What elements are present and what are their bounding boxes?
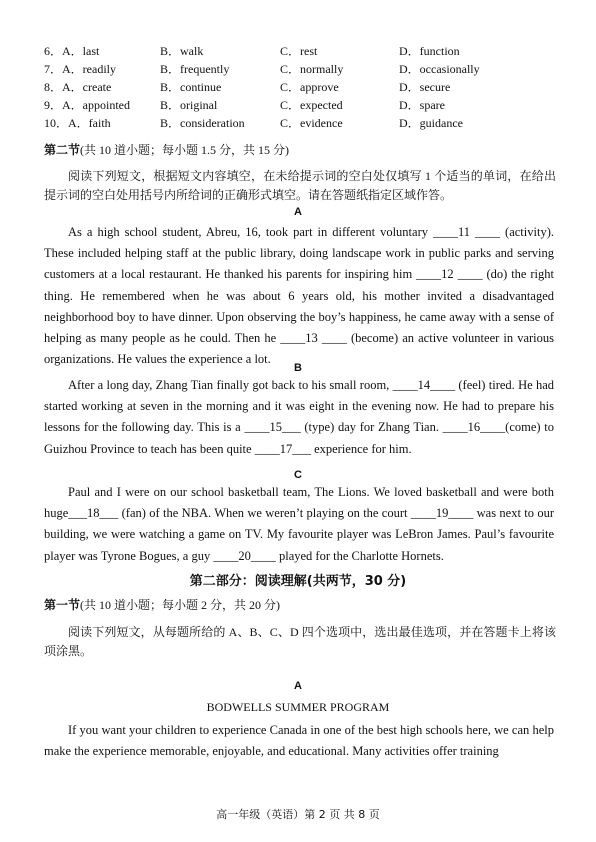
option-b: B．walk [160,44,204,58]
option-a: A．last [62,44,100,58]
option-c: C．evidence [280,116,343,130]
question-number: 10． [44,116,69,130]
option-d: D．secure [399,80,451,94]
section-scoring: (共 10 道小题；每小题 1.5 分，共 15 分) [80,143,290,157]
section-scoring: (共 10 道小题；每小题 2 分，共 20 分) [80,598,281,612]
passage-letter: C [294,469,302,481]
passage-c-text: Paul and I were on our school basketball team, The Lions. We loved basketball and were both huge___18___ (fan) of the NBA. When we weren’t playing on the court ____19____ was next to our building, we were watching a game on TV. My favourite player was LeBron James. Paul’s favourite player was Tyrone Bogues, a guy ____20____ played for the Charlotte Hornets. [44,485,554,563]
option-c: C．rest [280,44,318,58]
option-d: D．guidance [399,116,463,130]
reading-a-text: If you want your children to experience Canada in one of the best high schools here, we can help make the experience memorable, enjoyable, and educational. Many activities offer training [44,723,554,759]
passage-b-text: After a long day, Zhang Tian finally got back to his small room, ____14____ (feel) tired. He had started working at seven in the morning and it was eight in the evening now. He had to prepare his lessons for the following day. This is a ____15___ (type) day for Zhang Tian. ____16____(come) to Guizhou Province to teach has been quite ____17___ experience for him. [44,378,554,456]
option-row [44,114,564,132]
passage-a-text: As a high school student, Abreu, 16, took part in different voluntary ____11 ____ (activity). These included helping staff at the public library, doing landscape work in public parks and serving customers at a local restaurant. He thanked his parents for inspiring him ____12 ____ (do) the right thing. He remembered when he was about 6 years old, his mother invited a disadvantaged neighborhood boy to have dinner. Upon observing the boy’s happiness, he came away with a sense of helping as many people as he could. Then he ____13 ____ (become) an active volunteer in various organizations. He values the experience a lot. [44,225,554,367]
question-number: 9． [44,98,63,112]
option-a: A．faith [68,116,111,130]
option-a: A．appointed [62,98,131,112]
passage-letter: A [294,680,302,692]
option-b: B．original [160,98,218,112]
passage-letter: A [294,206,302,218]
option-b: B．consideration [160,116,245,130]
option-d: D．spare [399,98,445,112]
option-a: A．readily [62,62,116,76]
option-c: C．approve [280,80,339,94]
option-b: B．continue [160,80,222,94]
option-row [44,42,564,60]
question-number: 6． [44,44,63,58]
option-row [44,60,564,78]
option-a: A．create [62,80,112,94]
section-instructions: 阅读下列短文，从每题所给的 A、B、C、D 四个选项中，选出最佳选项，并在答题卡上将该项涂黑。 [44,625,556,658]
option-row [44,78,564,96]
page-footer: 高一年级（英语）第 2 页 共 8 页 [216,808,380,821]
section-title: 第二节 [44,143,81,157]
option-d: D．function [399,44,460,58]
section-heading [44,596,280,614]
section-title: 第一节 [44,598,81,612]
section-instructions: 阅读下列短文，根据短文内容填空，在未给提示词的空白处仅填写 1 个适当的单词，在给出提示词的空白处用括号内所给词的正确形式填空。请在答题纸指定区域作答。 [44,169,556,202]
option-c: C．normally [280,62,344,76]
question-number: 7． [44,62,63,76]
option-c: C．expected [280,98,343,112]
question-number: 8． [44,80,63,94]
program-title: BODWELLS SUMMER PROGRAM [206,700,390,714]
section-heading [44,141,289,159]
part-title: 第二部分：阅读理解(共两节，30 分) [189,574,407,589]
option-row [44,96,564,114]
option-b: B．frequently [160,62,230,76]
passage-letter: B [294,362,302,374]
option-d: D．occasionally [399,62,480,76]
